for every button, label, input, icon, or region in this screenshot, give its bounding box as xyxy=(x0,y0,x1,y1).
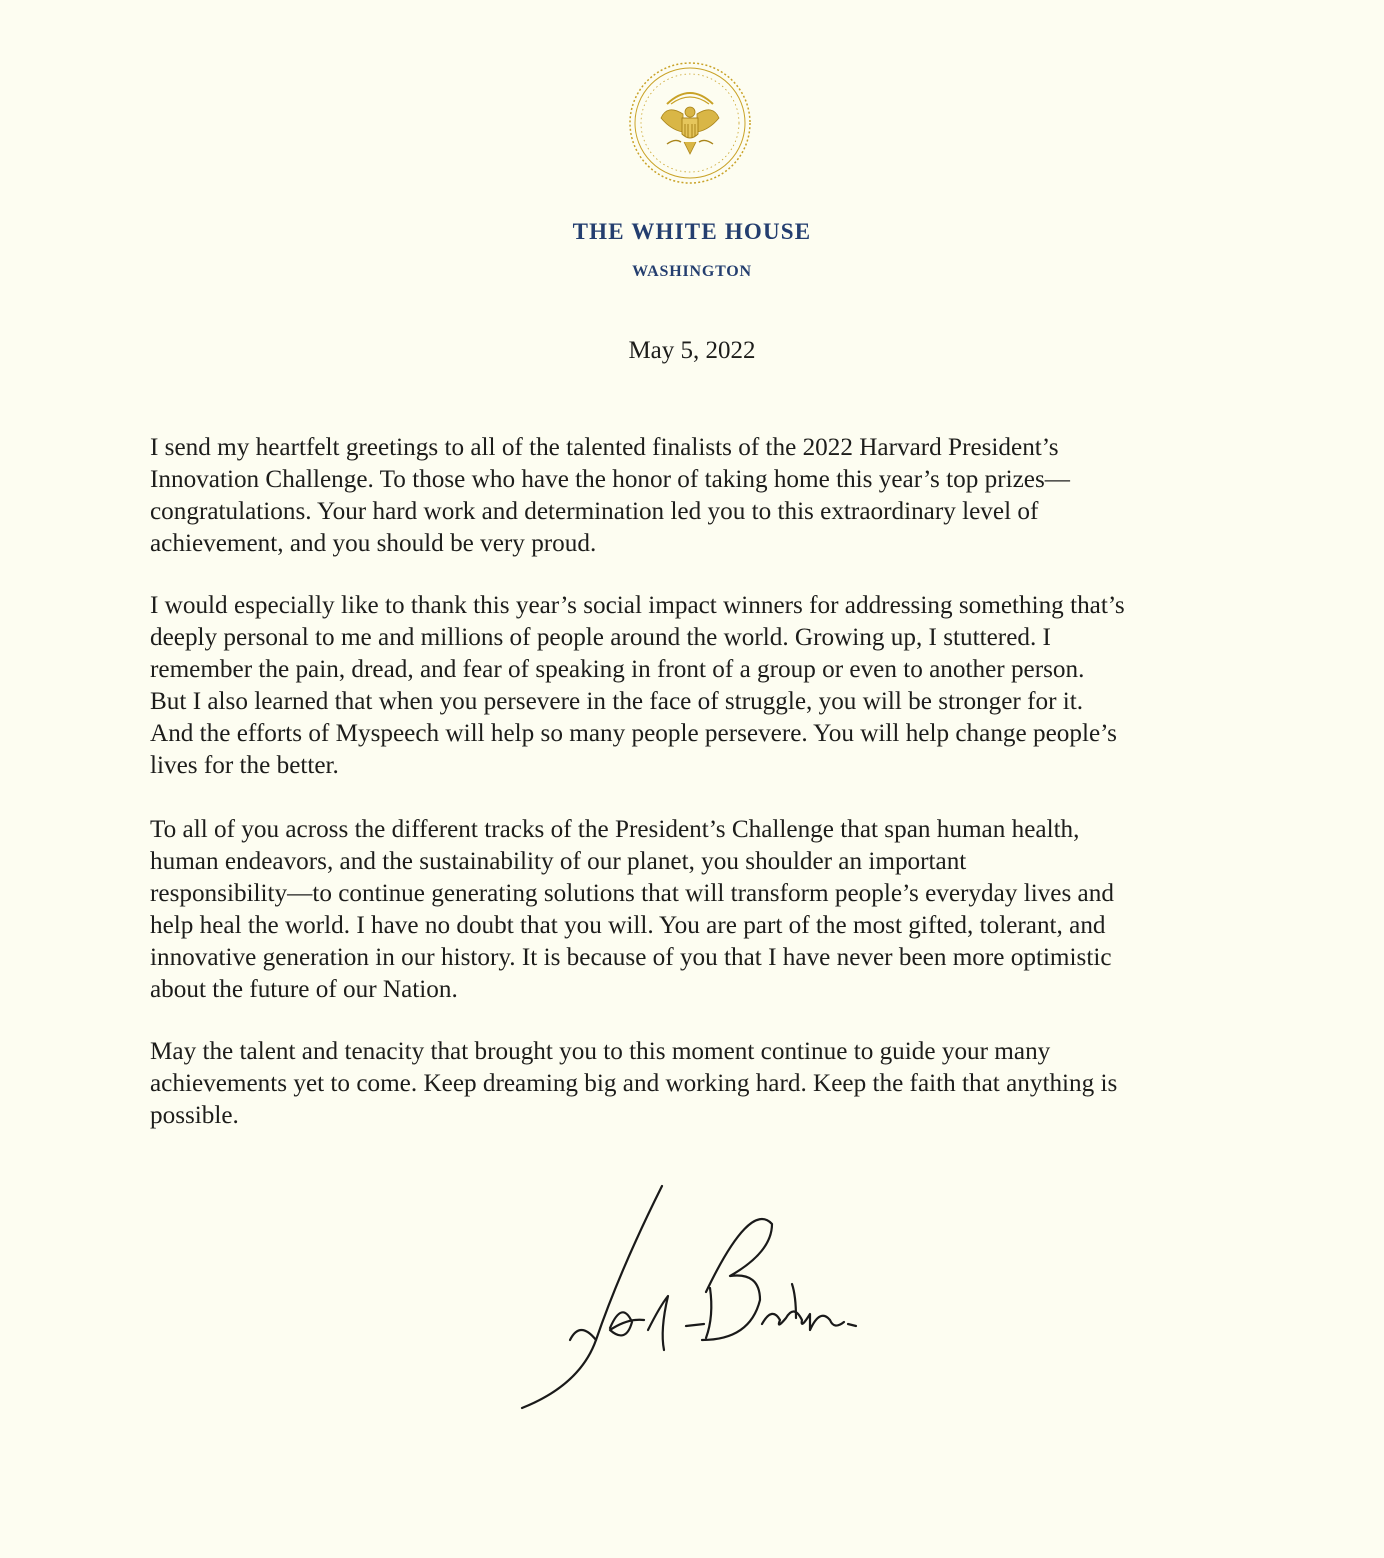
text-line: help heal the world. I have no doubt that you will. You are part of the most gifted, tolerant, and xyxy=(150,912,1106,939)
letter-date: May 5, 2022 xyxy=(628,337,756,364)
text-line: innovative generation in our history. It is because of you that I have never been more optimistic xyxy=(150,944,1112,971)
text-line: possible. xyxy=(150,1102,239,1129)
signature-icon xyxy=(510,1180,870,1410)
text-line: And the efforts of Myspeech will help so many people persevere. You will help change people’s xyxy=(150,720,1117,747)
text-line: I send my heartfelt greetings to all of the talented finalists of the 2022 Harvard President’s xyxy=(150,434,1059,461)
text-line: deeply personal to me and millions of people around the world. Growing up, I stuttered. I xyxy=(150,624,1051,651)
text-line: But I also learned that when you persevere in the face of struggle, you will be stronger for it. xyxy=(150,688,1084,715)
presidential-seal-icon xyxy=(627,60,753,186)
paragraph-2 xyxy=(150,590,1230,782)
paragraph-1 xyxy=(150,432,1230,560)
text-line: human endeavors, and the sustainability of our planet, you shoulder an important xyxy=(150,848,967,875)
paragraph-4 xyxy=(150,1036,1230,1132)
letterhead-title: THE WHITE HOUSE xyxy=(572,219,812,244)
text-line: May the talent and tenacity that brought you to this moment continue to guide your many xyxy=(150,1038,1051,1065)
text-line: about the future of our Nation. xyxy=(150,976,458,1003)
text-line: achievements yet to come. Keep dreaming big and working hard. Keep the faith that anything is xyxy=(150,1070,1118,1097)
text-line: I would especially like to thank this year’s social impact winners for addressing something that’s xyxy=(150,592,1125,619)
text-line: achievement, and you should be very proud. xyxy=(150,530,597,557)
text-line: Innovation Challenge. To those who have the honor of taking home this year’s top prizes— xyxy=(150,466,1070,493)
text-line: To all of you across the different tracks of the President’s Challenge that span human health, xyxy=(150,816,1080,843)
letterhead-subtitle: WASHINGTON xyxy=(632,263,752,280)
text-line: lives for the better. xyxy=(150,752,339,779)
text-line: congratulations. Your hard work and determination led you to this extraordinary level of xyxy=(150,498,1039,525)
text-line: remember the pain, dread, and fear of speaking in front of a group or even to another person. xyxy=(150,656,1085,683)
text-line: responsibility—to continue generating solutions that will transform people’s everyday lives and xyxy=(150,880,1114,907)
paragraph-3 xyxy=(150,814,1230,1006)
